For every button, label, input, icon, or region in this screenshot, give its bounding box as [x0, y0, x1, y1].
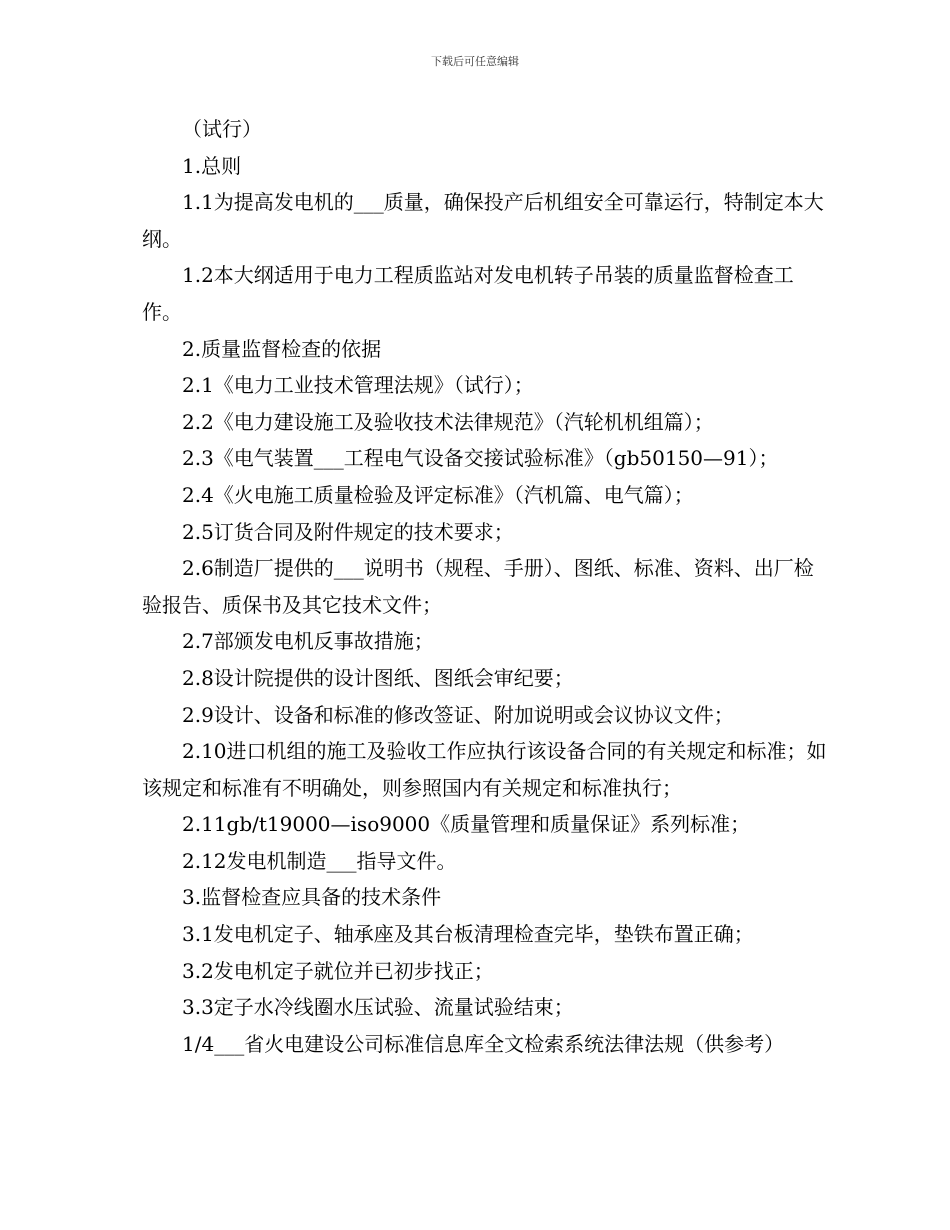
paragraph-3-3: 3.3定子水冷线圈水压试验、流量试验结束；: [182, 995, 574, 1020]
paragraph-3-1: 3.1发电机定子、轴承座及其台板清理检查完毕，垫铁布置正确；: [182, 922, 754, 947]
paragraph-2-5: 2.5订货合同及附件规定的技术要求；: [182, 519, 514, 544]
paragraph-2-7: 2.7部颁发电机反事故措施；: [182, 629, 434, 654]
paragraph-2-11: 2.11gb/t19000—iso9000《质量管理和质量保证》系列标准；: [182, 812, 751, 837]
section-2-heading: 2.质量监督检查的依据: [182, 336, 382, 361]
paragraph-2-9: 2.9设计、设备和标准的修改签证、附加说明或会议协议文件；: [182, 702, 734, 727]
paragraph-3-2: 3.2发电机定子就位并已初步找正；: [182, 958, 494, 983]
paragraph-2-8: 2.8设计院提供的设计图纸、图纸会审纪要；: [182, 665, 574, 690]
paragraph-2-10: 2.10进口机组的施工及验收工作应执行该设备合同的有关规定和标准；如该规定和标准有不明确处，则参照国内有关规定和标准执行；: [142, 739, 827, 800]
paragraph-2-6: 2.6制造厂提供的___说明书（规程、手册）、图纸、标准、资料、出厂检验报告、质保书及其它技术文件；: [142, 556, 814, 617]
section-3-heading: 3.监督检查应具备的技术条件: [182, 885, 442, 910]
paragraph-trial: （试行）: [182, 117, 262, 141]
section-1-heading: 1.总则: [182, 153, 242, 178]
page-footer-note: 1/4___省火电建设公司标准信息库全文检索系统法律法规（供参考）: [182, 1031, 785, 1056]
paragraph-2-2: 2.2《电力建设施工及验收技术法律规范》（汽轮机机组篇）；: [182, 409, 714, 434]
document-body: [142, 111, 832, 1062]
paragraph-2-3: 2.3《电气装置___工程电气设备交接试验标准》（gb50150—91）；: [182, 446, 779, 471]
paragraph-1-2: 1.2本大纲适用于电力工程质监站对发电机转子吊装的质量监督检查工作。: [142, 263, 794, 324]
paragraph-1-1: 1.1为提高发电机的___质量，确保投产后机组安全可靠运行，特制定本大纲。: [142, 190, 824, 251]
paragraph-2-4: 2.4《火电施工质量检验及评定标准》（汽机篇、电气篇）；: [182, 482, 694, 507]
paragraph-2-1: 2.1《电力工业技术管理法规》（试行）；: [182, 373, 534, 398]
page-header: 下载后可任意编辑: [431, 55, 519, 68]
paragraph-2-12: 2.12发电机制造___指导文件。: [182, 848, 457, 873]
